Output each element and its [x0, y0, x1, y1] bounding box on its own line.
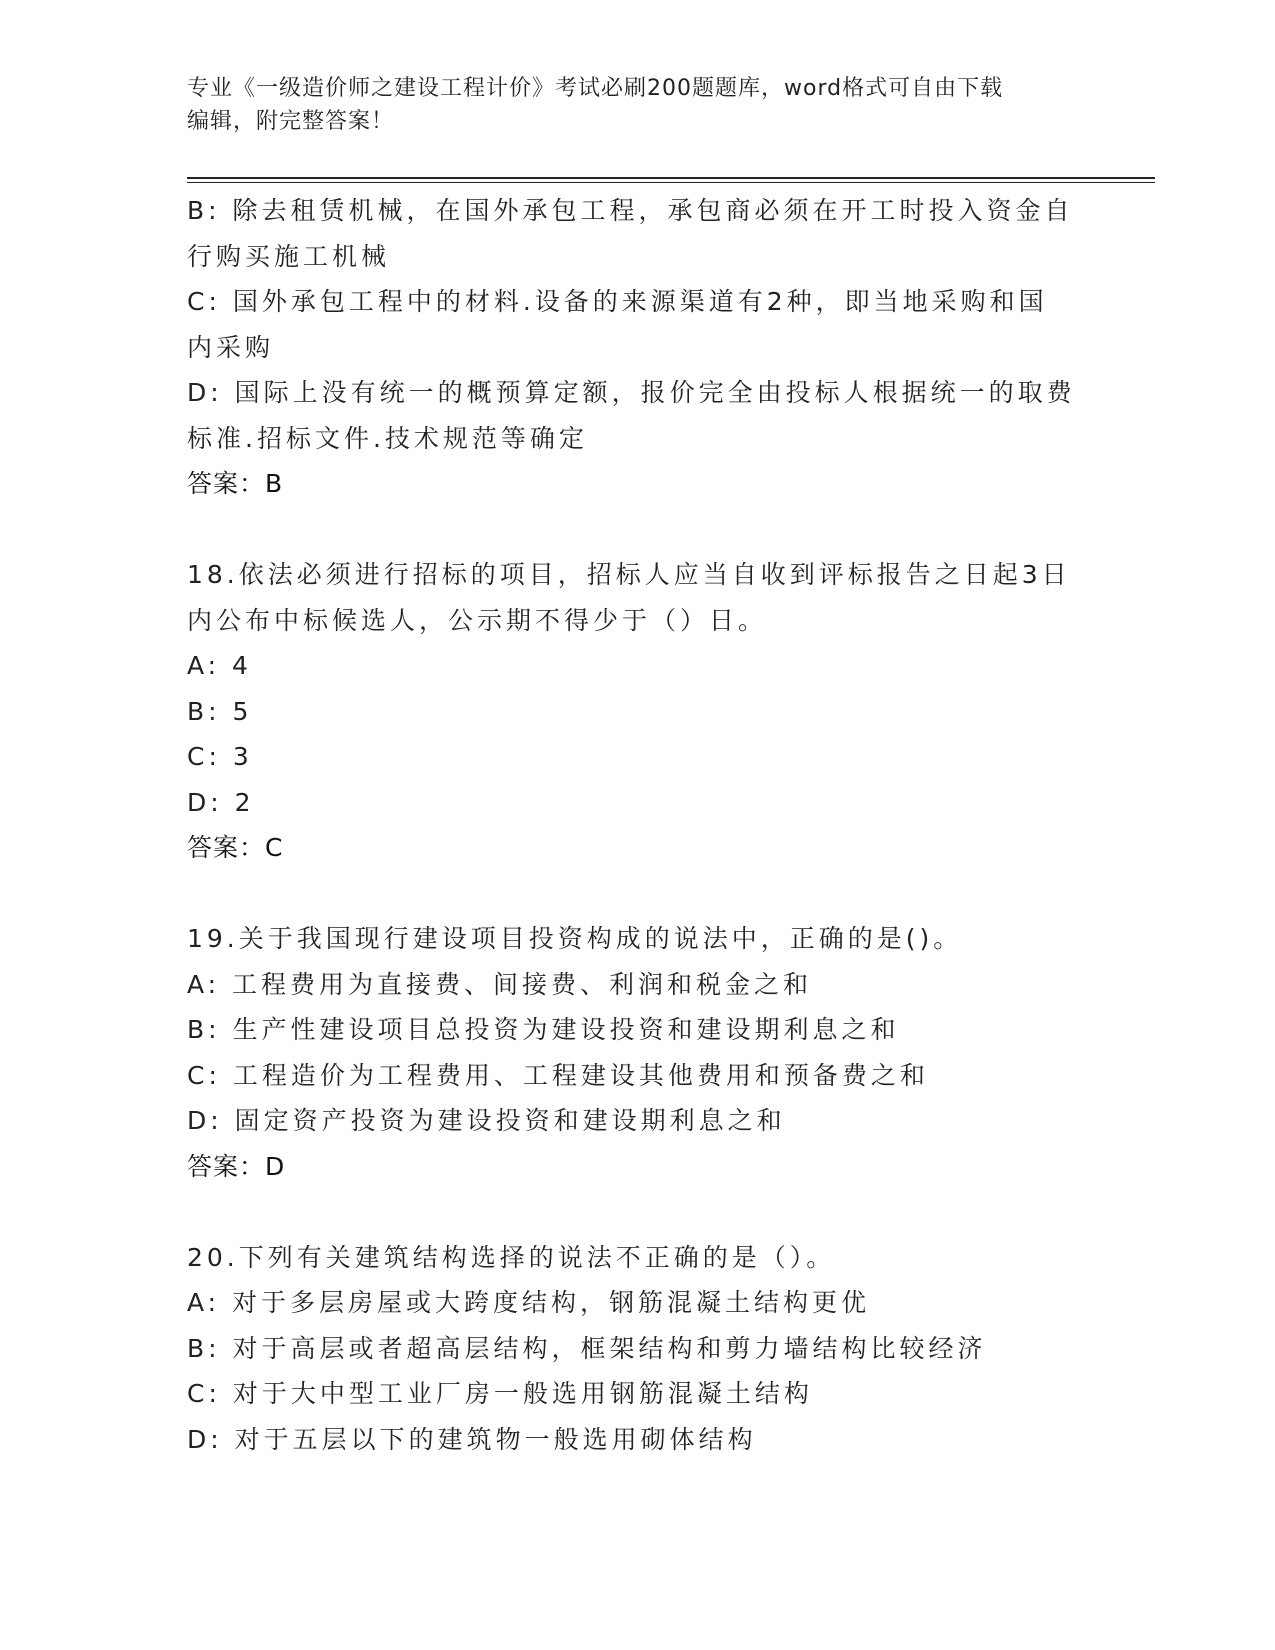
- question-17: [187, 188, 1087, 507]
- q20-option-c: C: 对于大中型工业厂房一般选用钢筋混凝土结构: [187, 1379, 813, 1408]
- header-title-line2: 编辑，附完整答案！: [187, 109, 395, 134]
- q18-option-a: A: 4: [187, 651, 252, 680]
- question-20: [187, 1235, 1087, 1463]
- questions-body: [187, 188, 1087, 1462]
- q19-answer: 答案：D: [187, 1151, 286, 1181]
- q19-option-a: A: 工程费用为直接费、间接费、利润和税金之和: [187, 969, 813, 999]
- q17-option-d-line2: 标准.招标文件.技术规范等确定: [187, 423, 588, 453]
- q18-answer: 答案：C: [187, 833, 284, 862]
- q17-option-d-line1: D: 国际上没有统一的概预算定额，报价完全由投标人根据统一的取费: [187, 378, 1076, 407]
- q17-option-c-line1: C: 国外承包工程中的材料.设备的来源渠道有2种，即当地采购和国: [187, 287, 1048, 316]
- q17-option-b-line1: B: 除去租赁机械，在国外承包工程，承包商必须在开工时投入资金自: [187, 196, 1074, 225]
- q18-stem-line1: 18.依法必须进行招标的项目，招标人应当自收到评标报告之日起3日: [187, 560, 1071, 589]
- q18-option-c: C: 3: [187, 742, 253, 771]
- header-title-line1: 专业《一级造价师之建设工程计价》考试必刷200题题库，word格式可自由下载: [187, 76, 1004, 101]
- q20-option-d: D: 对于五层以下的建筑物一般选用砌体结构: [187, 1424, 757, 1454]
- q17-answer: 答案：B: [187, 469, 284, 498]
- q19-option-c: C: 工程造价为工程费用、工程建设其他费用和预备费之和: [187, 1060, 929, 1090]
- header-divider-thick: [187, 177, 1155, 179]
- spacer: [187, 871, 1087, 917]
- spacer: [187, 1189, 1087, 1235]
- question-19: [187, 916, 1087, 1189]
- q20-stem: 20.下列有关建筑结构选择的说法不正确的是（）。: [187, 1242, 836, 1272]
- q19-option-b: B: 生产性建设项目总投资为建设投资和建设期利息之和: [187, 1015, 900, 1044]
- document-header: [187, 72, 1067, 138]
- header-divider-thin: [187, 182, 1155, 183]
- q17-option-c-line2: 内采购: [187, 332, 275, 362]
- q20-option-b: B: 对于高层或者超高层结构，框架结构和剪力墙结构比较经济: [187, 1333, 987, 1363]
- spacer: [187, 507, 1087, 553]
- q19-stem: 19.关于我国现行建设项目投资构成的说法中，正确的是()。: [187, 924, 963, 953]
- q18-stem-line2: 内公布中标候选人，公示期不得少于（）日。: [187, 605, 768, 635]
- q17-option-b-line2: 行购买施工机械: [187, 241, 391, 271]
- q19-option-d: D: 固定资产投资为建设投资和建设期利息之和: [187, 1106, 786, 1135]
- q20-option-a: A: 对于多层房屋或大跨度结构，钢筋混凝土结构更优: [187, 1288, 871, 1317]
- question-18: [187, 552, 1087, 871]
- q18-option-b: B: 5: [187, 696, 253, 726]
- q18-option-d: D: 2: [187, 787, 255, 817]
